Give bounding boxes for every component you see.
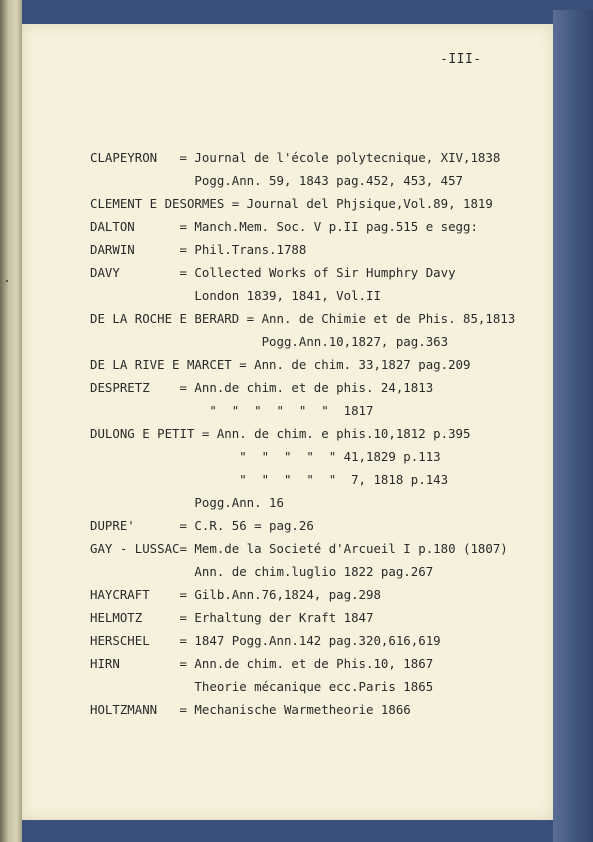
bibliography-entry	[90, 652, 530, 698]
entry-line: DARWIN = Phil.Trans.1788	[90, 242, 307, 257]
bibliography-entry	[90, 215, 530, 238]
bibliography-entry	[90, 192, 530, 215]
bibliography-entry	[90, 146, 530, 192]
entry-continuation-line: Ann. de chim.luglio 1822 pag.267	[90, 564, 434, 579]
entry-line: HAYCRAFT = Gilb.Ann.76,1824, pag.298	[90, 587, 381, 602]
bibliography-entry	[90, 629, 530, 652]
entry-line: HOLTZMANN = Mechanische Warmetheorie 1866	[90, 702, 411, 717]
entry-line: CLEMENT E DESORMES = Journal del Phjsique,Vol.89, 1819	[90, 196, 493, 211]
bibliography-entry	[90, 606, 530, 629]
bibliography-entry	[90, 261, 530, 307]
bibliography-entry	[90, 238, 530, 261]
entry-line: HELMOTZ = Erhaltung der Kraft 1847	[90, 610, 374, 625]
bibliography-entry	[90, 353, 530, 376]
entry-line: DUPRE' = C.R. 56 = pag.26	[90, 518, 314, 533]
book-cover-edge	[553, 10, 593, 842]
bibliography-entry	[90, 537, 530, 583]
entry-line: HIRN = Ann.de chim. et de Phis.10, 1867	[90, 656, 434, 671]
bibliography-entry	[90, 307, 530, 353]
entry-line: GAY - LUSSAC= Mem.de la Societé d'Arcueil I p.180 (1807)	[90, 541, 508, 556]
entry-line: CLAPEYRON = Journal de l'école polytecnique, XIV,1838	[90, 150, 501, 165]
bibliography-entry	[90, 422, 530, 514]
bibliography-entry	[90, 698, 530, 721]
ink-dot	[6, 280, 8, 282]
entry-continuation-line: London 1839, 1841, Vol.II	[90, 288, 381, 303]
bibliography-entry	[90, 514, 530, 537]
entry-continuation-line: " " " " " " 1817	[90, 403, 374, 418]
entry-continuation-line: " " " " " 7, 1818 p.143	[90, 472, 449, 487]
entry-line: DULONG E PETIT = Ann. de chim. e phis.10,1812 p.395	[90, 426, 471, 441]
entry-line: DALTON = Manch.Mem. Soc. V p.II pag.515 e segg:	[90, 219, 478, 234]
bibliography-list	[90, 146, 530, 721]
page-number: -III-	[440, 52, 482, 67]
book-binding	[0, 0, 22, 842]
entry-continuation-line: Pogg.Ann. 16	[90, 495, 284, 510]
entry-line: DESPRETZ = Ann.de chim. et de phis. 24,1813	[90, 380, 434, 395]
entry-continuation-line: " " " " " 41,1829 p.113	[90, 449, 441, 464]
bibliography-entry	[90, 583, 530, 606]
entry-line: HERSCHEL = 1847 Pogg.Ann.142 pag.320,616,619	[90, 633, 441, 648]
bibliography-entry	[90, 376, 530, 422]
entry-continuation-line: Pogg.Ann.10,1827, pag.363	[90, 334, 449, 349]
entry-continuation-line: Theorie mécanique ecc.Paris 1865	[90, 679, 434, 694]
entry-line: DE LA RIVE E MARCET = Ann. de chim. 33,1827 pag.209	[90, 357, 471, 372]
entry-continuation-line: Pogg.Ann. 59, 1843 pag.452, 453, 457	[90, 173, 463, 188]
entry-line: DAVY = Collected Works of Sir Humphry Davy	[90, 265, 456, 280]
entry-line: DE LA ROCHE E BERARD = Ann. de Chimie et de Phis. 85,1813	[90, 311, 516, 326]
